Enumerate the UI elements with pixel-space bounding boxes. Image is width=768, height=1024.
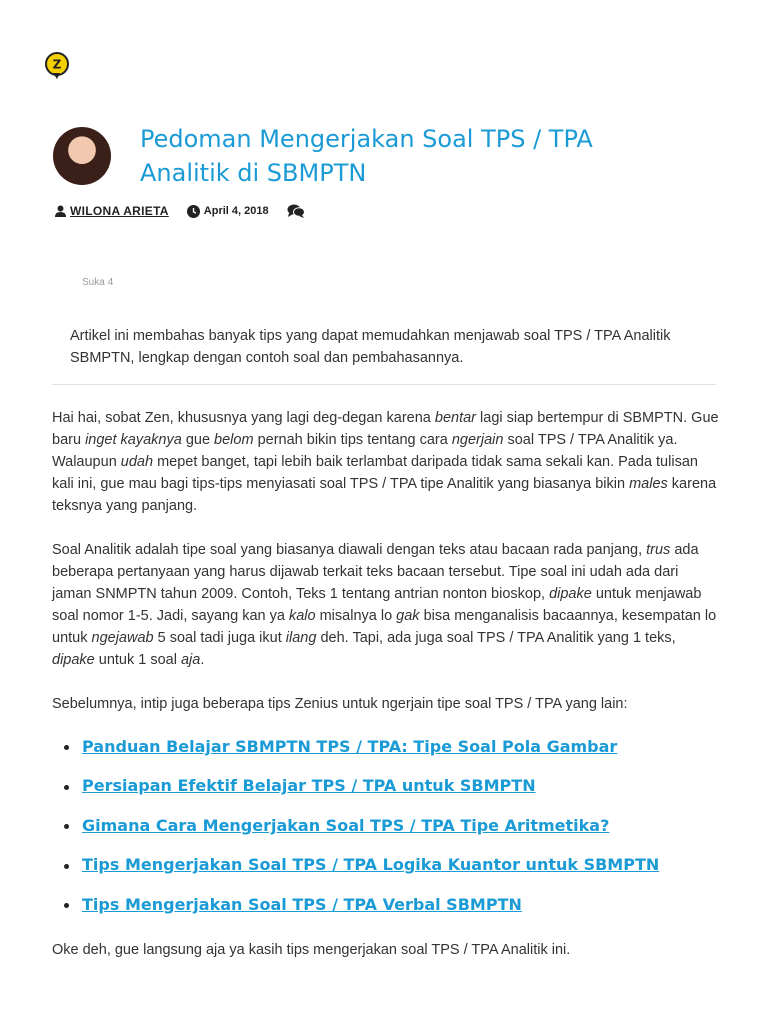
like-label: Suka bbox=[82, 277, 105, 288]
user-icon bbox=[55, 205, 66, 217]
logo-letter: Z bbox=[52, 57, 62, 72]
text-run: soal TPS / TPA Analitik ya. Walaupun bbox=[52, 432, 678, 470]
list-item bbox=[52, 885, 720, 925]
publish-date: April 4, 2018 bbox=[203, 205, 269, 217]
italic-text: males bbox=[629, 476, 668, 492]
bullet-icon bbox=[64, 745, 69, 750]
author-avatar[interactable] bbox=[53, 127, 111, 185]
paragraph-closing: Oke deh, gue langsung aja ya kasih tips mengerjakan soal TPS / TPA Analitik ini. bbox=[52, 941, 571, 958]
text-run: Hai hai, sobat Zen, khususnya yang lagi deg-degan karena bbox=[52, 410, 435, 426]
related-article-link[interactable]: Persiapan Efektif Belajar TPS / TPA untuk SBMPTN bbox=[82, 776, 536, 796]
clock-icon bbox=[187, 205, 200, 218]
zenius-logo-icon[interactable] bbox=[44, 52, 70, 78]
bullet-icon bbox=[64, 785, 69, 790]
italic-text: udah bbox=[120, 454, 154, 470]
paragraph-related: Sebelumnya, intip juga beberapa tips Zenius untuk ngerjain tipe soal TPS / TPA yang lain: bbox=[52, 696, 628, 712]
related-article-link[interactable]: Gimana Cara Mengerjakan Soal TPS / TPA Tipe Aritmetika? bbox=[82, 815, 610, 835]
italic-text: aja bbox=[180, 652, 201, 668]
paragraph-analytic bbox=[52, 539, 720, 671]
text-run: . bbox=[200, 652, 205, 668]
text-run: Soal Analitik adalah tipe soal yang biasanya diawali dengan teks atau bacaan rada panjang, bbox=[52, 542, 647, 558]
list-item bbox=[52, 767, 720, 807]
text-run: gue bbox=[181, 432, 215, 448]
italic-text: bentar bbox=[434, 410, 477, 426]
bullet-icon bbox=[64, 824, 69, 829]
italic-text: gak bbox=[396, 608, 420, 624]
related-article-link[interactable]: Tips Mengerjakan Soal TPS / TPA Logika Kuantor untuk SBMPTN bbox=[82, 855, 660, 875]
text-run: deh. Tapi, ada juga soal TPS / TPA Analitik yang 1 teks, bbox=[316, 630, 676, 646]
author-link[interactable]: WILONA ARIETA bbox=[70, 204, 169, 218]
italic-text: ilang bbox=[285, 630, 317, 646]
bullet-icon bbox=[64, 864, 69, 869]
italic-text: inget kayaknya bbox=[85, 432, 182, 448]
like-counter[interactable] bbox=[82, 277, 113, 288]
italic-text: ngejawab bbox=[91, 630, 154, 646]
article-meta bbox=[55, 202, 305, 220]
comments-icon[interactable] bbox=[287, 204, 305, 218]
bullet-icon bbox=[64, 903, 69, 908]
italic-text: kalo bbox=[288, 608, 316, 624]
like-count: 4 bbox=[107, 277, 114, 288]
article-body bbox=[52, 407, 720, 983]
related-links-list bbox=[52, 727, 720, 925]
text-run: karena teksnya yang panjang. bbox=[52, 476, 717, 514]
list-item bbox=[52, 806, 720, 846]
related-article-link[interactable]: Tips Mengerjakan Soal TPS / TPA Verbal SBMPTN bbox=[82, 894, 522, 914]
text-run: pernah bikin tips tentang cara bbox=[253, 432, 452, 448]
list-item bbox=[52, 846, 720, 886]
related-article-link[interactable]: Panduan Belajar SBMPTN TPS / TPA: Tipe Soal Pola Gambar bbox=[82, 736, 618, 756]
text-run: misalnya lo bbox=[315, 608, 397, 624]
italic-text: belom bbox=[214, 432, 254, 448]
list-item bbox=[52, 727, 720, 767]
text-run: bisa menganalisis bacaannya, kesempatan lo untuk bbox=[52, 608, 717, 646]
italic-text: dipake bbox=[549, 586, 592, 602]
italic-text: trus bbox=[646, 542, 671, 558]
text-run: untuk menjawab soal nomor 1-5. Jadi, sayang kan ya bbox=[52, 586, 702, 624]
article-title: Pedoman Mengerjakan Soal TPS / TPA Analitik di SBMPTN bbox=[140, 125, 593, 187]
text-run: untuk 1 soal bbox=[94, 652, 181, 668]
text-run: ada beberapa pertanyaan yang harus dijawab terkait teks bacaan tersebut. Tipe soal ini udah ada dari jaman SNMPTN tahun 2009. Contoh, Teks 1 tentang antrian nonton bioskop, bbox=[52, 542, 699, 602]
text-run: mepet banget, tapi lebih baik terlambat daripada tidak sama sekali kan. Pada tulisan kali ini, gue mau bagi tips-tips menyiasati soal TPS / TPA tipe Analitik yang biasanya bikin bbox=[52, 454, 698, 492]
text-run: lagi siap bertempur di SBMPTN. Gue baru bbox=[52, 410, 719, 448]
text-run: 5 soal tadi juga ikut bbox=[153, 630, 286, 646]
summary-divider bbox=[52, 384, 716, 385]
article-summary: Artikel ini membahas banyak tips yang dapat memudahkan menjawab soal TPS / TPA Analitik SBMPTN, lengkap dengan contoh soal dan pembahasannya. bbox=[70, 328, 671, 366]
italic-text: dipake bbox=[52, 652, 95, 668]
italic-text: ngerjain bbox=[451, 432, 504, 448]
paragraph-intro bbox=[52, 407, 720, 517]
